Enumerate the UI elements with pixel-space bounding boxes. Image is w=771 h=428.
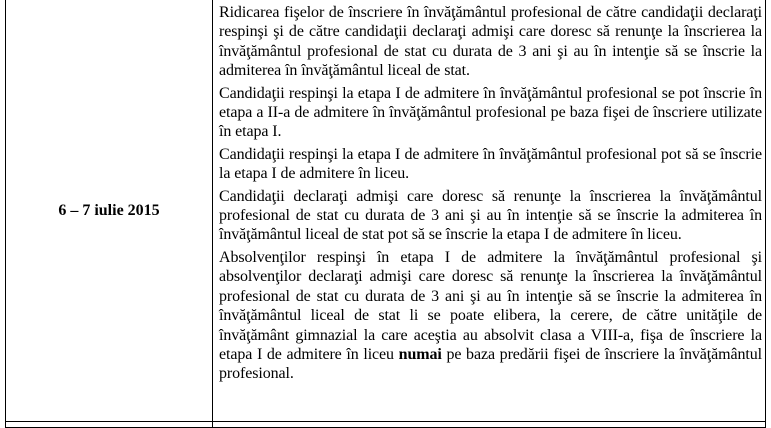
paragraph-graduates-form-release [219,248,762,384]
paragraph-text-before: Absolvenţilor respinşi în etapa I de admitere la învăţământul profesional şi absolvenţilor declaraţi admişi care doresc să renunţe la înscrierea la învăţământul profesional de stat cu durata de 3 ani şi au în intenţie să se înscrie la admiterea în învăţământul liceal de stat li se poate elibera, la cerere, de către unităţile de învăţământ gimnazial la care aceştia au absolvit clasa a VIII-a, fişa de înscriere la etapa I de admitere în liceu [219,248,762,363]
row-bottom-border [6,421,765,422]
paragraph-pickup-forms: Ridicarea fişelor de înscriere în învăţământul profesional de către candidaţii declaraţi respinşi şi de către candidaţii declaraţi admişi care doresc să renunţe la înscrierea la învăţământul profesional de stat cu durata de 3 ani şi au în intenţie să se înscrie la admiterea în învăţământul liceal de stat. [219,4,762,80]
paragraph-admitted-withdraw: Candidaţii declaraţi admişi care doresc să renunţe la înscrierea la învăţământul profesional de stat cu durata de 3 ani şi au în intenţie să se înscrie la admiterea în învăţământul liceal de stat pot să se înscrie la etapa I de admitere în liceu. [219,187,762,244]
date-label: 6 – 7 iulie 2015 [58,201,160,219]
description-cell [213,0,766,421]
paragraph-rejected-highschool: Candidaţii respinşi la etapa I de admitere în învăţământul profesional pot să se înscrie la etapa I de admitere în liceu. [219,145,762,183]
paragraph-stage-two-enrollment: Candidaţii respinşi la etapa I de admitere în învăţământul profesional se pot înscrie în etapa a II-a de admitere în învăţământul profesional pe baza fişei de înscriere utilizate în etapa I. [219,84,762,141]
emphasis-only: numai [398,345,442,363]
date-cell [6,0,212,421]
schedule-table [5,0,766,428]
paragraph-text-after: pe baza predării fişei de înscriere la învăţământul profesional. [219,345,762,383]
